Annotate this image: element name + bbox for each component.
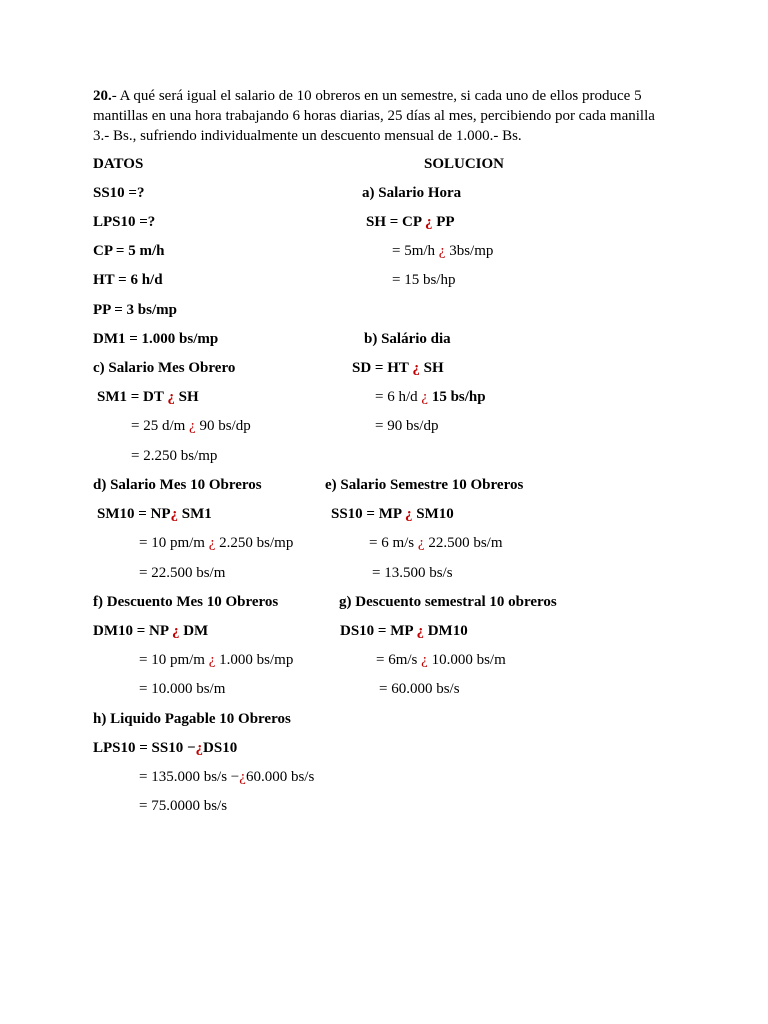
section-e-formula: SS10 = MP ¿ SM10 — [331, 506, 454, 522]
section-f-step: = 10 pm/m ¿ 1.000 bs/mp — [139, 652, 294, 668]
section-d-step: = 10 pm/m ¿ 2.250 bs/mp — [139, 535, 294, 551]
datos-dm1: DM1 = 1.000 bs/mp — [93, 331, 219, 347]
section-g-title: g) Descuento semestral 10 obreros — [339, 594, 557, 610]
section-f-result: = 10.000 bs/m — [139, 681, 226, 697]
solucion-heading: SOLUCION — [424, 156, 505, 172]
section-c-result: = 2.250 bs/mp — [131, 448, 218, 464]
section-b-step: = 6 h/d ¿ 15 bs/hp — [375, 389, 486, 405]
problem-text-line-3: 3.- Bs., sufriendo individualmente un descuento mensual de 1.000.- Bs. — [93, 128, 522, 144]
section-g-formula: DS10 = MP ¿ DM10 — [340, 623, 468, 639]
problem-statement — [93, 86, 693, 146]
problem-text-line-2: mantillas en una hora trabajando 6 horas diarias, 25 días al mes, percibiendo por cada manilla — [93, 108, 655, 124]
section-c-title: c) Salario Mes Obrero — [93, 360, 236, 376]
section-e-step: = 6 m/s ¿ 22.500 bs/m — [369, 535, 503, 551]
datos-ht: HT = 6 h/d — [93, 272, 163, 288]
section-d-formula: SM10 = NP¿ SM1 — [97, 506, 212, 522]
section-f-formula: DM10 = NP ¿ DM — [93, 623, 209, 639]
section-d-title: d) Salario Mes 10 Obreros — [93, 477, 262, 493]
datos-cp: CP = 5 m/h — [93, 243, 165, 259]
section-c-formula: SM1 = DT ¿ SH — [97, 389, 199, 405]
section-h-result: = 75.0000 bs/s — [139, 798, 228, 814]
section-b-result: = 90 bs/dp — [375, 418, 439, 434]
section-h-title: h) Liquido Pagable 10 Obreros — [93, 711, 291, 727]
datos-pp: PP = 3 bs/mp — [93, 302, 177, 318]
section-e-result: = 13.500 bs/s — [372, 565, 453, 581]
section-h-formula: LPS10 = SS10 −¿DS10 — [93, 740, 238, 756]
section-b-title: b) Salário dia — [364, 331, 451, 347]
datos-heading: DATOS — [93, 156, 144, 172]
section-d-result: = 22.500 bs/m — [139, 565, 226, 581]
section-a-step: = 5m/h ¿ 3bs/mp — [392, 243, 494, 259]
section-g-step: = 6m/s ¿ 10.000 bs/m — [376, 652, 506, 668]
problem-text-line-1: - A qué será igual el salario de 10 obreros en un semestre, si cada uno de ellos produce 5 — [111, 88, 642, 104]
section-c-step: = 25 d/m ¿ 90 bs/dp — [131, 418, 251, 434]
section-h-step: = 135.000 bs/s −¿60.000 bs/s — [139, 769, 315, 785]
section-b-formula: SD = HT ¿ SH — [352, 360, 444, 376]
section-a-result: = 15 bs/hp — [392, 272, 456, 288]
section-e-title: e) Salario Semestre 10 Obreros — [325, 477, 524, 493]
section-a-formula: SH = CP ¿ PP — [366, 214, 455, 230]
section-f-title: f) Descuento Mes 10 Obreros — [93, 594, 279, 610]
datos-lps10: LPS10 =? — [93, 214, 156, 230]
problem-number: 20. — [93, 88, 112, 104]
datos-ss10: SS10 =? — [93, 185, 145, 201]
section-a-title: a) Salario Hora — [362, 185, 462, 201]
section-g-result: = 60.000 bs/s — [379, 681, 460, 697]
